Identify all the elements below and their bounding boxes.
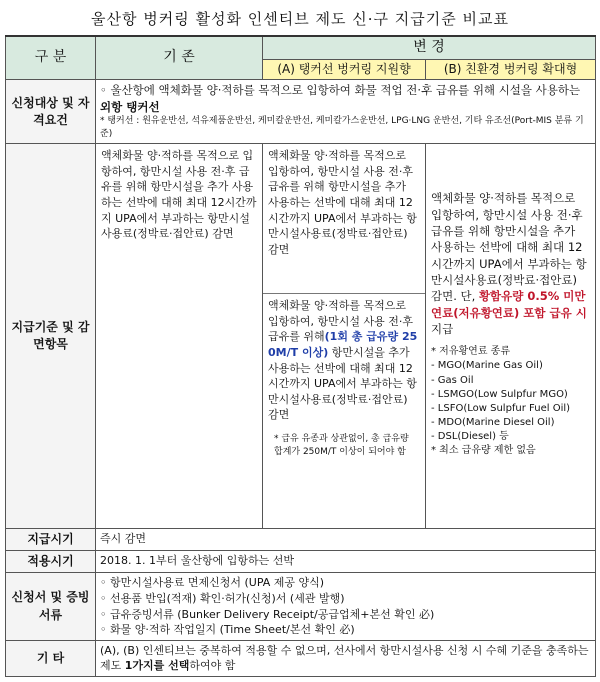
- fuel-item: - DSL(Diesel) 등: [431, 431, 509, 443]
- criteria-a-note: * 급유 유종과 상관없이, 총 급유량 합계가 250M/T 이상이 되어야 함: [274, 434, 409, 458]
- row-apply: [6, 551, 596, 573]
- eligibility-content: [96, 80, 596, 144]
- row-timing: [6, 529, 596, 551]
- page-title: 울산항 벙커링 활성화 인센티브 제도 신·구 지급기준 비교표: [91, 10, 509, 28]
- criteria-a-bold: (1회 총 급유량 250M/T 이상): [268, 330, 418, 360]
- doc-item: ◦ 급유증빙서류 (Bunker Delivery Receipt/공급업체+본선 확인 必): [100, 607, 591, 623]
- criteria-a-existing-copy: 액체화물 양·적하를 목적으로 입항하여, 항만시설 사용 전·후 급유를 위해 항만시설을 추가 사용하는 선박에 대해 최대 12시간까지 UPA에서 부과하는 항만시설사용료(정박료·접안료) 감면: [263, 144, 425, 294]
- doc-item: ◦ 선용품 반입(적재) 확인·허가(신청)서 (세관 발행): [100, 591, 591, 607]
- criteria-b-pre: 액체화물 양·적하를 목적으로 입항하여, 항만시설 사용 전·후 급유를 위해 항만시설을 추가 사용하는 선박에 대해 최대 12시간까지 UPA에서 부과하는 항만시설사용료(정박료·접안료) 감면. 단,: [431, 191, 587, 304]
- doc-item: ◦ 항만시설사용료 면제신청서 (UPA 제공 양식): [100, 575, 591, 591]
- header-category: 구 분: [6, 36, 96, 80]
- criteria-a-cell: [263, 144, 426, 529]
- eligibility-bold: 외항 탱커선: [100, 99, 160, 114]
- criteria-b-cell: [426, 144, 596, 529]
- etc-bold: 1가지를 선택: [124, 659, 190, 673]
- row-etc: [6, 640, 596, 676]
- fuel-item: - LSMGO(Low Sulpfur MGO): [431, 388, 568, 400]
- label-timing: 지급시기: [6, 529, 96, 551]
- header-col-a: (A) 탱커선 벙커링 지원향: [263, 59, 426, 80]
- fuel-item: - LSFO(Low Sulpfur Fuel Oil): [431, 402, 571, 414]
- doc-item: ◦ 화물 양·적하 작업일지 (Time Sheet/본선 확인 必): [100, 622, 591, 638]
- label-docs: 신청서 및 증빙서류: [6, 573, 96, 640]
- criteria-b-content: [431, 190, 590, 337]
- comparison-table: [5, 35, 596, 677]
- row-eligibility: [6, 80, 596, 144]
- etc-post: 하여야 함: [189, 659, 236, 673]
- fuel-item: - MDO(Marine Diesel Oil): [431, 417, 555, 429]
- criteria-b-list: [431, 359, 590, 444]
- timing-value: 즉시 감면: [96, 529, 596, 551]
- label-apply: 적용시기: [6, 551, 96, 573]
- header-row-1: [6, 36, 596, 59]
- fuel-item: - Gas Oil: [431, 374, 474, 386]
- label-criteria: 지급기준 및 감면항목: [6, 144, 96, 529]
- row-criteria: [6, 144, 596, 529]
- criteria-b-red: 황함유량 0.5% 미만 연료(저유황연료) 포함 급유 시: [431, 289, 587, 320]
- criteria-b-min: * 최소 급유량 제한 없음: [431, 445, 536, 457]
- etc-content: [96, 640, 596, 676]
- docs-content: [96, 573, 596, 640]
- row-docs: [6, 573, 596, 640]
- criteria-a-pre: 액체화물 양·적하를 목적으로 입항하여, 항만시설 사용 전·후 급유를 위해: [268, 299, 413, 344]
- criteria-a-post: 항만시설을 추가 사용하는 선박에 대해 최대 12시간까지 UPA에서 부과하는 항만시설사용료(정박료·접안료) 감면: [268, 346, 417, 422]
- label-etc: 기 타: [6, 640, 96, 676]
- fuel-item: - MGO(Marine Gas Oil): [431, 360, 543, 372]
- criteria-existing: 액체화물 양·적하를 목적으로 입항하여, 항만시설 사용 전·후 급유를 위해 항만시설을 추가 사용하는 선박에 대해 최대 12시간까지 UPA에서 부과하는 항만시설사용료(정박료·접안료) 감면: [96, 144, 263, 529]
- label-eligibility: 신청대상 및 자격요건: [6, 80, 96, 144]
- criteria-b-list-title: * 저유황연료 종류: [431, 346, 510, 358]
- apply-value: 2018. 1. 1부터 울산항에 입항하는 선박: [96, 551, 596, 573]
- header-existing: 기 존: [96, 36, 263, 80]
- header-change: 변 경: [263, 36, 596, 59]
- criteria-b-post: 지급: [431, 321, 454, 336]
- etc-pre: (A), (B) 인센티브는 중복하여 적용할 수 없으며, 선사에서 항만시설사용 신청 시 수혜 기준을 충족하는 제도: [100, 643, 589, 673]
- criteria-a-content: [263, 294, 425, 463]
- header-col-b: (B) 친환경 벙커링 확대형: [426, 59, 596, 80]
- eligibility-text: ◦ 울산항에 액체화물 양·적하를 목적으로 입항하여 화물 적업 전·후 급유를 위해 시설을 사용하는: [100, 83, 580, 97]
- eligibility-note: * 탱커선 : 원유운반선, 석유제품운반선, 케미칼운반선, 케미칼가스운반선, LPG·LNG 운반선, 기타 유조선(Port-MIS 분류 기준): [100, 116, 584, 140]
